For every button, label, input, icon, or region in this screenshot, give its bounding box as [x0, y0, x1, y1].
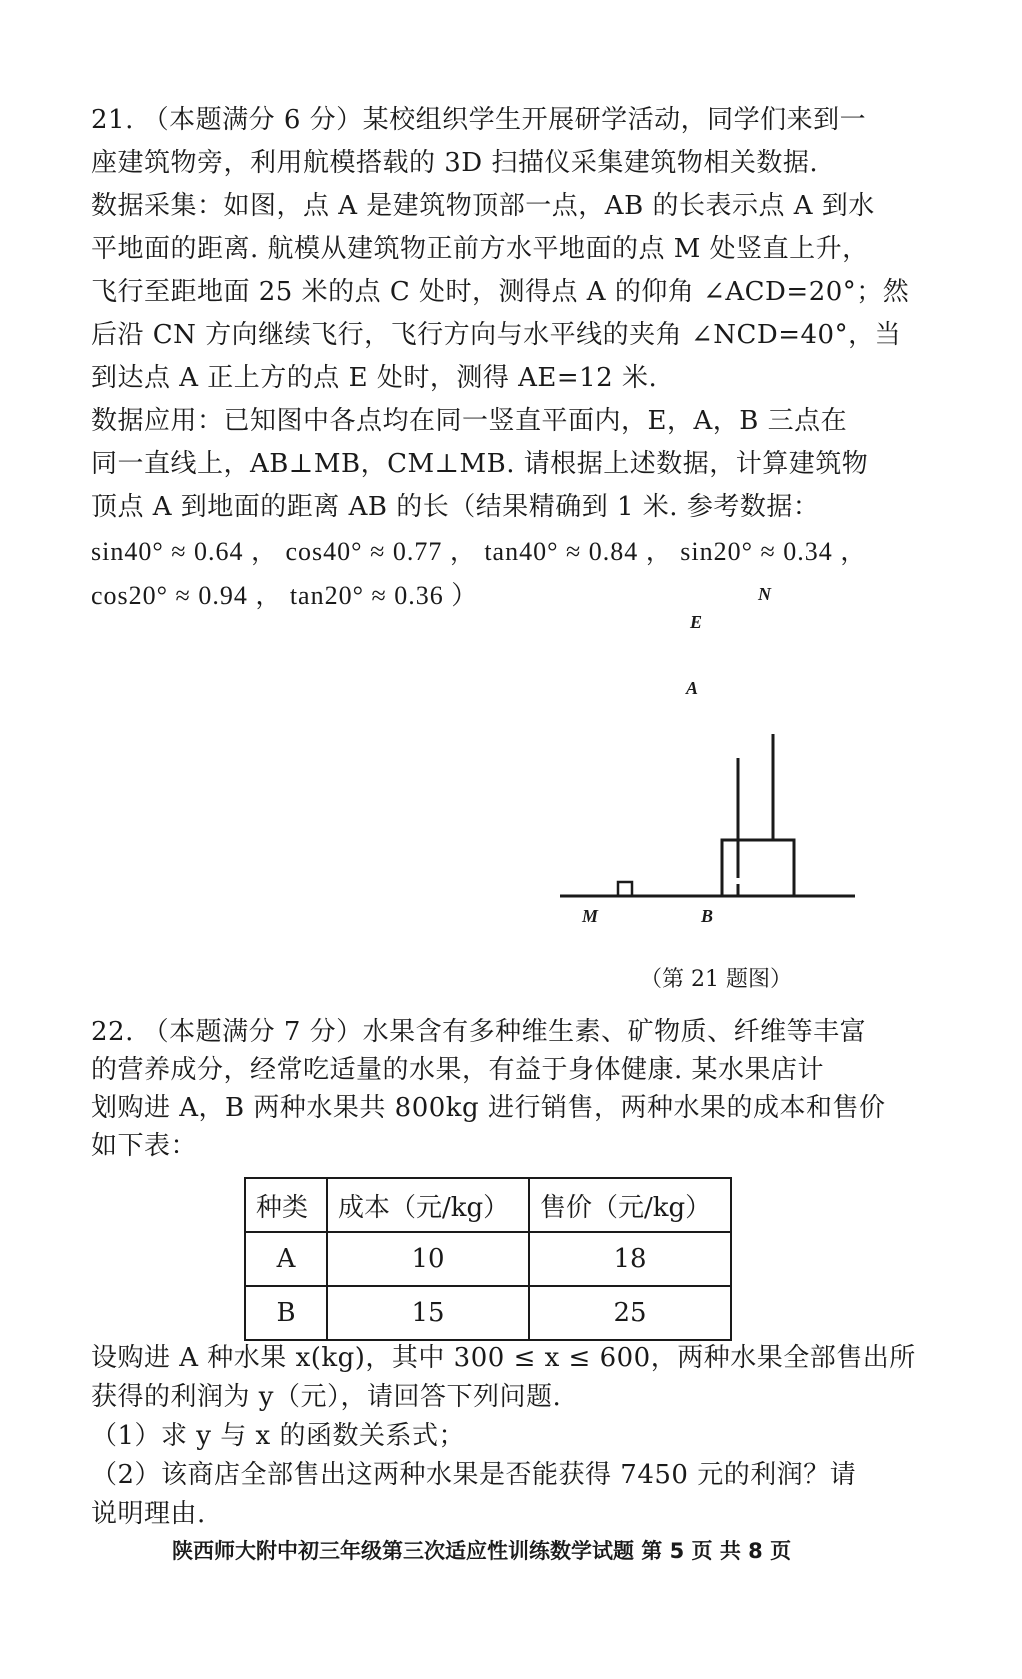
q21-line-5: 飞行至距地面 25 米的点 C 处时，测得点 A 的仰角 ∠ACD=20°；然 [91, 277, 910, 307]
table-cell: 10 [327, 1232, 529, 1286]
q21-reference-data-1: sin40° ≈ 0.64 ， cos40° ≈ 0.77 ， tan40° ≈ 0.84 ， sin20° ≈ 0.34 ， [91, 537, 868, 566]
table-row [245, 1286, 731, 1340]
q21-line-9: 同一直线上，AB⊥MB，CM⊥MB. 请根据上述数据，计算建筑物 [91, 449, 869, 479]
table-header: 售价（元/kg） [529, 1178, 731, 1232]
q22-line-1: 22. （本题满分 7 分）水果含有多种维生素、矿物质、纤维等丰富 [91, 1017, 867, 1047]
label-B: B [701, 906, 714, 926]
q22-part-2-cont: 说明理由. [91, 1499, 206, 1529]
building [722, 840, 794, 896]
table-cell: 25 [529, 1286, 731, 1340]
table-header: 成本（元/kg） [327, 1178, 529, 1232]
table-row [245, 1232, 731, 1286]
q22-part-1: （1）求 y 与 x 的函数关系式； [91, 1421, 465, 1451]
label-E: E [690, 612, 703, 632]
label-N-visible: N [758, 584, 771, 604]
drone-shape [618, 882, 632, 896]
page-footer: 陕西师大附中初三年级第三次适应性训练数学试题 第 5 页 共 8 页 [172, 1539, 792, 1563]
q22-part-2: （2）该商店全部售出这两种水果是否能获得 7450 元的利润？请 [91, 1460, 857, 1490]
label-M: M [582, 906, 599, 926]
q21-line-6: 后沿 CN 方向继续飞行，飞行方向与水平线的夹角 ∠NCD=40°，当 [91, 320, 902, 350]
q22-line-4: 如下表： [91, 1131, 198, 1161]
q22-line-2: 的营养成分，经常吃适量的水果，有益于身体健康. 某水果店计 [91, 1055, 825, 1085]
table-cell: 18 [529, 1232, 731, 1286]
q21-line-3: 数据采集：如图，点 A 是建筑物顶部一点，AB 的长表示点 A 到水 [91, 191, 875, 221]
q21-reference-data-2: cos20° ≈ 0.94 ， tan20° ≈ 0.36 ） [91, 581, 479, 610]
q21-line-4: 平地面的距离. 航模从建筑物正前方水平地面的点 M 处竖直上升， [91, 234, 869, 264]
q21-line-10: 顶点 A 到地面的距离 AB 的长（结果精确到 1 米. 参考数据： [91, 492, 820, 522]
q21-line-2: 座建筑物旁，利用航模搭载的 3D 扫描仪采集建筑物相关数据. [91, 148, 819, 178]
table-header-row [245, 1178, 731, 1232]
q21-line-7: 到达点 A 正上方的点 E 处时，测得 AE=12 米. [91, 363, 658, 393]
table-cell: B [245, 1286, 327, 1340]
q21-line-8: 数据应用：已知图中各点均在同一竖直平面内，E，A，B 三点在 [91, 406, 848, 436]
table-cell: A [245, 1232, 327, 1286]
label-A: A [686, 678, 699, 698]
q22-line-3: 划购进 A，B 两种水果共 800kg 进行销售，两种水果的成本和售价 [91, 1093, 886, 1123]
q22-after-line-2: 获得的利润为 y（元），请回答下列问题. [91, 1382, 562, 1412]
q21-line-1: 21. （本题满分 6 分）某校组织学生开展研学活动，同学们来到一 [91, 105, 867, 135]
q22-after-line-1: 设购进 A 种水果 x(kg)，其中 300 ≤ x ≤ 600，两种水果全部售出所 [91, 1343, 916, 1373]
fruit-price-table [244, 1177, 732, 1341]
table-cell: 15 [327, 1286, 529, 1340]
figure-caption: （第 21 题图） [640, 967, 792, 992]
q21-figure [560, 584, 900, 950]
table-header: 种类 [245, 1178, 327, 1232]
